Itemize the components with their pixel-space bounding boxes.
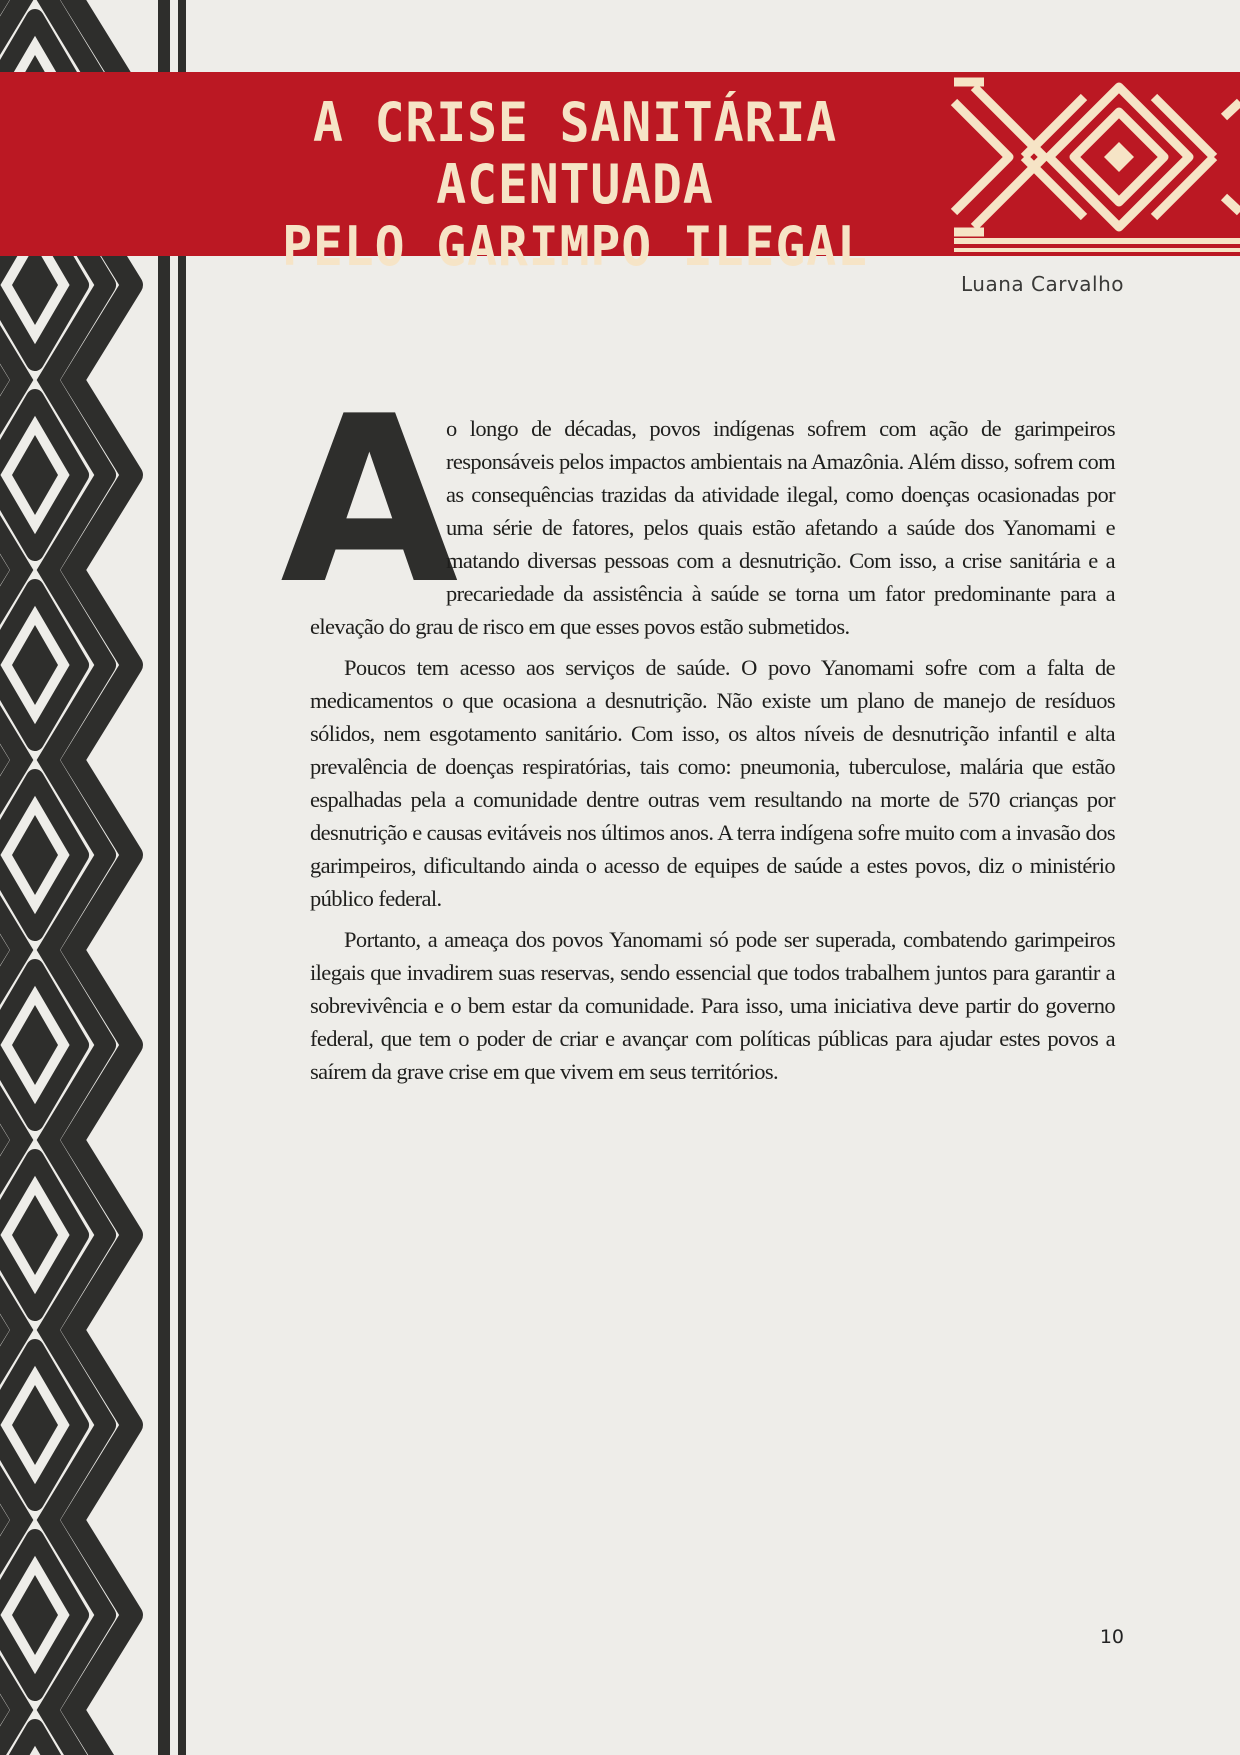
paragraph-2: Poucos tem acesso aos serviços de saúde. O povo Yanomami sofre com a falta de medicamentos o que ocasiona a desnutrição. Não existe um plano de manejo de resíduos sólidos, nem esgotamento sanitário. Com isso, os altos níveis de desnutrição infantil e alta prevalência de doenças respiratórias, tais como: pneumonia, tuberculose, malária que estão espalhadas pela a comunidade dentre outras vem resultando na morte de 570 crianças por desnutrição e causas evitáveis nos últimos anos. A terra indígena sofre muito com a invasão dos garimpeiros, dificultando ainda o acesso de equipes de saúde a estes povos, diz o ministério público federal. bbox=[310, 655, 1115, 911]
paragraph-1: o longo de décadas, povos indígenas sofrem com ação de garimpeiros responsáveis pelos impactos ambientais na Amazônia. Além disso, sofrem com as consequências trazidas da atividade ilegal, como doenças ocasionadas por uma série de fatores, pelos quais estão afetando a saúde dos Yanomami e matando diversas pessoas com a desnutrição. Com isso, a crise sanitária e a precariedade da assistência à saúde se torna um fator predominante para a elevação do grau de risco em que esses povos estão submetidos. bbox=[310, 416, 1115, 639]
page-number: 10 bbox=[1099, 1626, 1124, 1648]
title-line-2: PELO GARIMPO ILEGAL bbox=[282, 215, 868, 278]
title-line-1: A CRISE SANITÁRIA ACENTUADA bbox=[312, 91, 838, 216]
author-name: Luana Carvalho bbox=[960, 272, 1124, 296]
svg-text:A: A bbox=[280, 368, 458, 635]
article-body bbox=[280, 368, 1115, 1096]
left-tribal-pattern-border bbox=[0, 0, 195, 1755]
article-title bbox=[212, 92, 939, 278]
drop-cap bbox=[280, 368, 458, 635]
header-tribal-pattern bbox=[954, 72, 1240, 256]
paragraph-3: Portanto, a ameaça dos povos Yanomami só pode ser superada, combatendo garimpeiros ilegais que invadirem suas reservas, sendo essencial que todos trabalhem juntos para garantir a sobrevivência e o bem estar da comunidade. Para isso, uma iniciativa deve partir do governo federal, que tem o poder de criar e avançar com políticas públicas para ajudar estes povos a saírem da grave crise em que vivem em seus territórios. bbox=[310, 927, 1115, 1084]
